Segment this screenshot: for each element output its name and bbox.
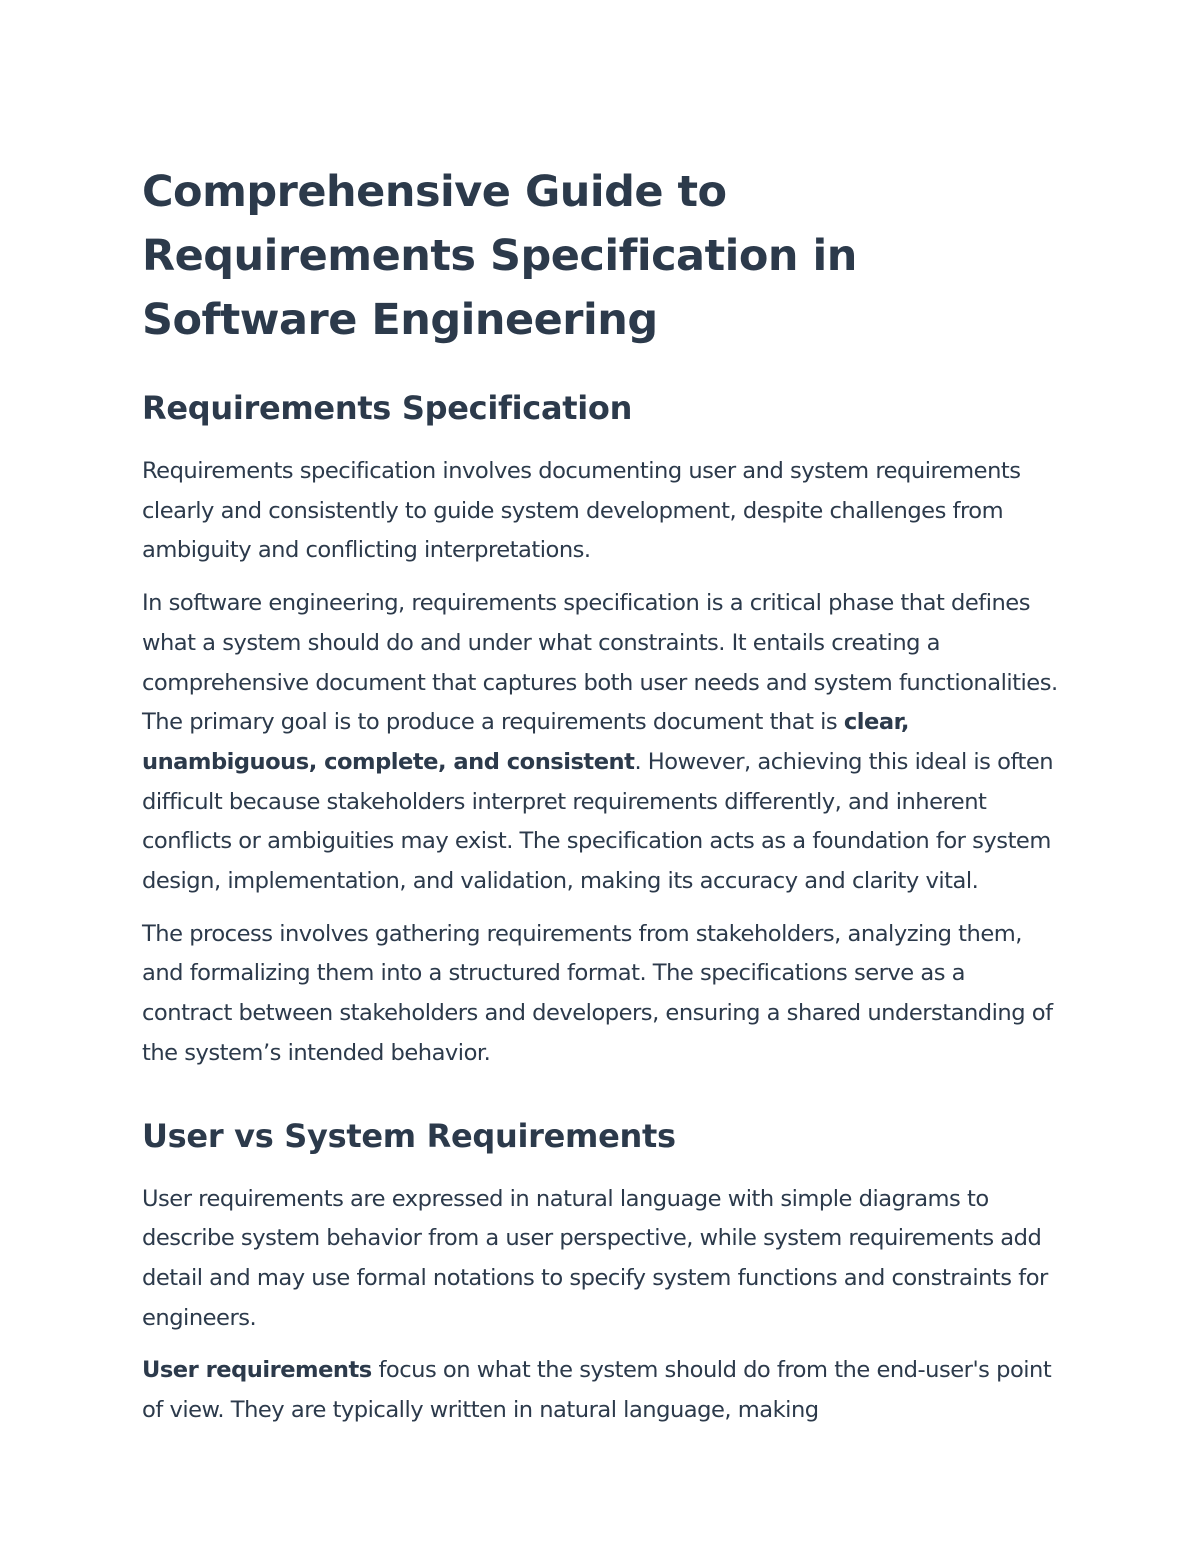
paragraph-text: In software engineering, requirements specification is a critical phase that defines what a system should do and under what constraints. It entails creating a comprehensive document that captures both user needs and system functionalities. The primary goal is to produce a requirements document that is [142, 590, 1058, 736]
section-heading: User vs System Requirements [142, 1116, 676, 1155]
paragraph [142, 452, 1058, 571]
bold-text: clear, unambiguous, complete, and consistent [142, 709, 909, 775]
section-heading: Requirements Specification [142, 389, 633, 427]
paragraph-text: focus on what the system should do from the end-user's point of view. They are typically written in natural language, making [142, 1357, 1052, 1424]
document-title: Comprehensive Guide to Requirements Specification in Software Engineering [142, 167, 857, 345]
paragraph-text: The process involves gathering requirements from stakeholders, analyzing them, and formalizing them into a structured format. The specifications serve as a contract between stakeholders and developers, ensuring a shared understanding of the system’s intended behavior. [142, 920, 1053, 1066]
paragraph [142, 1351, 1058, 1430]
section-requirements-specification [142, 386, 1058, 1074]
paragraph [142, 584, 1058, 902]
paragraph [142, 1180, 1058, 1339]
paragraph-text: User requirements are expressed in natural language with simple diagrams to describe system behavior from a user perspective, while system requirements add detail and may use formal notations to specify system functions and constraints for engineers. [142, 1185, 1048, 1331]
paragraph-text: Requirements specification involves documenting user and system requirements clearly and consistently to guide system development, despite challenges from ambiguity and conflicting interpretations. [142, 458, 1021, 564]
document-page [142, 160, 1058, 1431]
section-user-vs-system-requirements [142, 1114, 1058, 1431]
paragraph [142, 915, 1058, 1074]
paragraph-text: . However, achieving this ideal is often difficult because stakeholders interpret requirements differently, and inherent conflicts or ambiguities may exist. The specification acts as a foundation for system design, implementation, and validation, making its accuracy and clarity vital. [142, 748, 1054, 895]
bold-text: User requirements [142, 1357, 372, 1384]
